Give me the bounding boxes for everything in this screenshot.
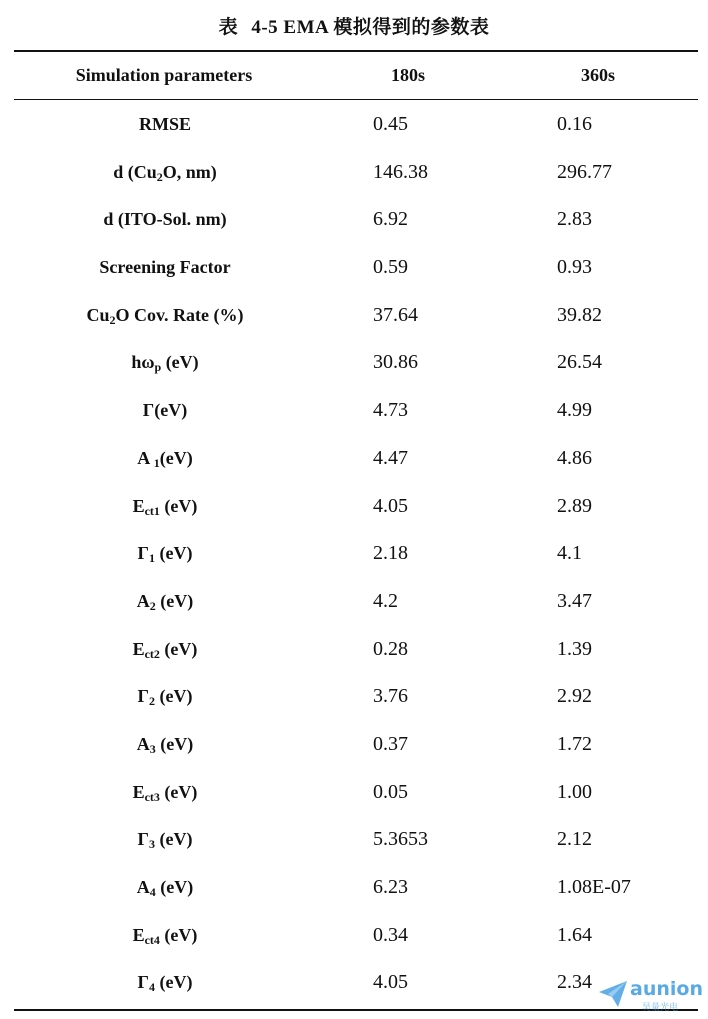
caption-title: EMA 模拟得到的参数表: [283, 17, 490, 38]
parameter-name: [14, 734, 316, 757]
parameter-base: d (Cu: [113, 161, 157, 182]
table-row: [14, 245, 698, 293]
parameter-tail: (eV): [155, 877, 194, 897]
parameter-subscript: ct4: [144, 932, 160, 947]
value-360s: 1.00: [557, 780, 592, 803]
value-180s: 37.64: [373, 303, 418, 326]
parameter-subscript: 3: [148, 837, 155, 852]
caption-prefix: 表: [218, 17, 239, 38]
table-row: [14, 484, 698, 532]
parameter-name: [14, 782, 316, 805]
table-row: [14, 150, 698, 198]
parameter-subscript: p: [154, 360, 162, 375]
parameter-name: [14, 591, 316, 614]
parameter-base: Screening Factor: [99, 257, 231, 278]
table-row: [14, 913, 698, 961]
parameter-subscript: 2: [156, 169, 163, 184]
parameter-base: Γ: [137, 829, 149, 850]
table-row: [14, 674, 698, 722]
header-180s: 180s: [390, 65, 425, 85]
parameter-tail: O Cov. Rate (%): [115, 304, 244, 325]
value-180s: 4.73: [373, 399, 408, 422]
parameter-subscript: ct3: [144, 789, 160, 804]
table-row: [14, 770, 698, 818]
parameter-tail: (eV): [155, 590, 194, 611]
value-360s: 3.47: [557, 589, 592, 612]
parameter-name: [14, 496, 316, 519]
parameter-name: [14, 257, 316, 278]
value-360s: 1.64: [557, 923, 592, 946]
parameter-subscript: 4: [148, 980, 155, 995]
parameter-base: RMSE: [138, 114, 191, 134]
value-180s: 6.23: [373, 876, 408, 898]
parameter-base: A: [137, 447, 154, 468]
value-180s: 0.28: [373, 637, 408, 660]
parameter-base: E: [132, 781, 145, 802]
parameter-base: A: [136, 590, 150, 611]
parameter-name: [14, 162, 316, 185]
parameter-base: E: [132, 638, 145, 659]
parameter-tail: (eV): [159, 495, 198, 516]
table-row: [14, 102, 698, 150]
parameter-base: Γ: [137, 972, 149, 993]
parameter-subscript: ct1: [144, 503, 160, 518]
watermark-logo: [598, 978, 703, 1013]
parameter-name: [14, 543, 316, 566]
value-180s: 0.45: [373, 113, 408, 135]
parameter-tail: (eV): [154, 686, 193, 707]
table-row: [14, 340, 698, 388]
value-360s: 296.77: [557, 160, 612, 183]
value-180s: 0.05: [373, 780, 408, 803]
parameter-subscript: 3: [149, 741, 156, 756]
table-row: [14, 627, 698, 675]
value-360s: 4.86: [557, 446, 592, 469]
parameter-name: [14, 877, 316, 900]
parameter-tail: (eV): [159, 638, 198, 659]
table-row: [14, 293, 698, 341]
value-180s: 3.76: [373, 685, 408, 708]
value-180s: 0.34: [373, 923, 408, 946]
value-360s: 1.08E-07: [557, 876, 631, 898]
value-180s: 0.37: [373, 732, 408, 755]
parameter-name: [14, 400, 316, 421]
value-360s: 39.82: [557, 303, 602, 326]
parameter-name: [14, 305, 316, 328]
parameter-tail: (eV): [159, 781, 198, 802]
value-180s: 4.05: [373, 494, 408, 517]
parameter-subscript: ct2: [144, 646, 160, 661]
value-360s: 1.72: [557, 732, 592, 755]
table-row: [14, 388, 698, 436]
value-360s: 0.16: [557, 113, 592, 135]
value-180s: 2.18: [373, 542, 408, 565]
parameter-base: E: [132, 924, 145, 945]
parameter-tail: (eV): [154, 972, 193, 993]
value-360s: 2.12: [557, 828, 592, 851]
parameter-base: Γ: [137, 686, 149, 707]
value-180s: 4.05: [373, 971, 408, 994]
header-360s: 360s: [580, 65, 615, 85]
parameter-tail: (eV): [161, 352, 199, 373]
header-parameters: Simulation parameters: [75, 65, 253, 85]
parameter-name: [14, 448, 316, 471]
value-360s: 26.54: [557, 351, 602, 374]
parameter-base: A: [136, 733, 150, 754]
watermark-text: aunion: [630, 978, 703, 1000]
parameter-subscript: 2: [149, 598, 156, 613]
parameter-tail: (eV): [155, 733, 194, 754]
value-360s: 1.39: [557, 637, 592, 660]
parameter-base: d (ITO-Sol. nm): [103, 209, 227, 230]
table-row: [14, 579, 698, 627]
value-180s: 6.92: [373, 208, 408, 231]
table-row: [14, 531, 698, 579]
watermark-subtext: 昊量光电: [642, 1003, 679, 1013]
value-360s: 4.1: [557, 542, 582, 565]
parameter-subscript: 4: [149, 885, 156, 899]
parameter-base: Cu: [86, 304, 110, 325]
value-360s: 2.89: [557, 494, 592, 517]
parameter-base: A: [136, 877, 150, 897]
parameter-tail: (eV): [159, 924, 198, 945]
paper-plane-icon: [598, 980, 628, 1008]
parameter-subscript: 1: [148, 551, 155, 566]
value-180s: 0.59: [373, 256, 408, 279]
parameter-name: [14, 639, 316, 662]
parameter-name: [14, 209, 316, 230]
parameter-tail: (eV): [159, 447, 193, 468]
table-caption: [0, 12, 708, 39]
value-360s: 0.93: [557, 256, 592, 279]
parameter-name: [14, 114, 316, 135]
parameter-name: [14, 686, 316, 709]
value-360s: 2.83: [557, 208, 592, 231]
parameter-tail: (eV): [154, 543, 193, 564]
table-body: [14, 102, 698, 1008]
value-180s: 4.2: [373, 589, 398, 612]
value-360s: 4.99: [557, 399, 592, 422]
parameter-subscript: 1: [153, 455, 160, 470]
parameter-name: [14, 829, 316, 852]
parameter-name: [14, 925, 316, 948]
table-row: [14, 436, 698, 484]
parameter-subscript: 2: [109, 312, 116, 327]
parameter-tail: (eV): [154, 829, 193, 850]
value-180s: 4.47: [373, 446, 408, 469]
value-360s: 2.92: [557, 685, 592, 708]
table-row: [14, 865, 698, 913]
table-header-rule: [14, 99, 698, 100]
table-row: [14, 197, 698, 245]
parameter-name: [14, 972, 316, 995]
parameter-base: E: [132, 495, 145, 516]
value-180s: 146.38: [373, 160, 428, 183]
parameter-name: [14, 352, 316, 375]
value-360s: 2.34: [557, 971, 592, 994]
parameter-tail: O, nm): [162, 161, 217, 182]
value-180s: 30.86: [373, 351, 418, 374]
table-row: [14, 722, 698, 770]
table-bottom-rule: [14, 1009, 698, 1011]
table-row: [14, 960, 698, 1008]
parameter-subscript: 2: [148, 694, 155, 709]
parameter-base: hω: [131, 352, 155, 373]
caption-number: 4-5: [251, 17, 279, 38]
value-180s: 5.3653: [373, 828, 428, 851]
table-row: [14, 817, 698, 865]
parameter-base: Γ(eV): [142, 400, 188, 421]
table-header: [14, 52, 698, 99]
parameter-base: Γ: [137, 543, 149, 564]
